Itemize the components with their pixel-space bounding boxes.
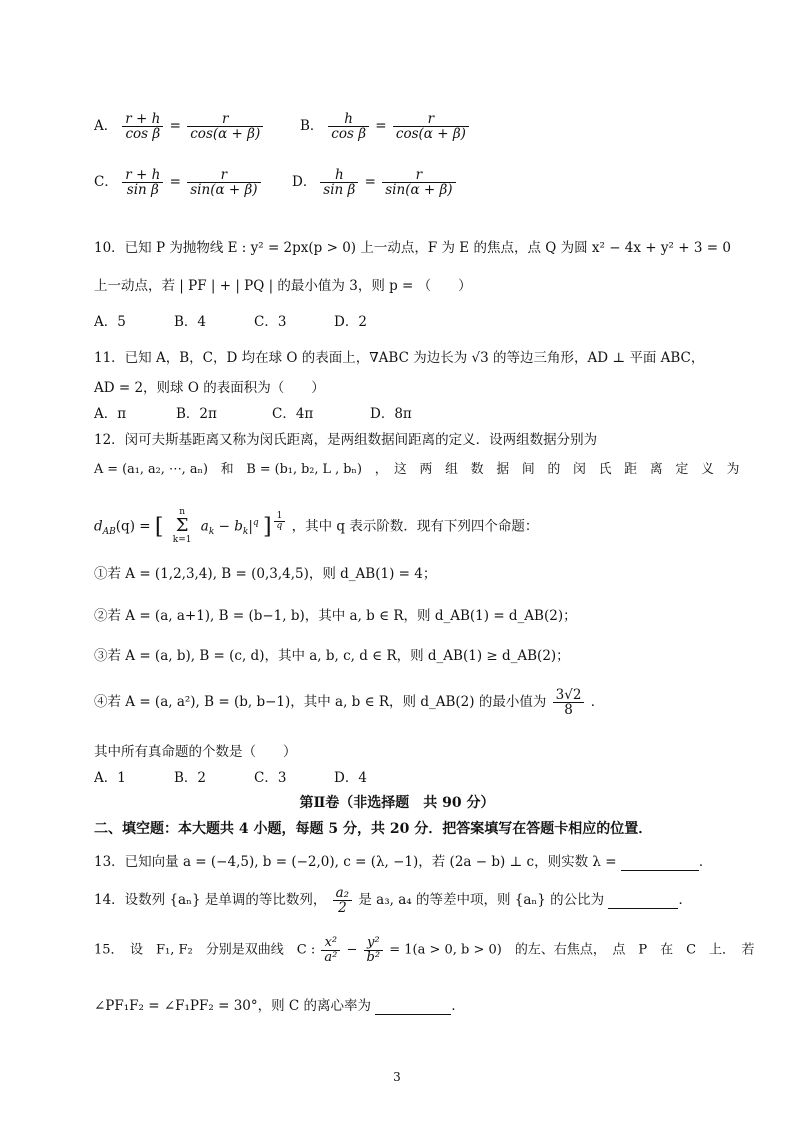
q12-line1: 12．闵可夫斯基距离又称为闵氏距离，是两组数据间距离的定义．设两组数据分别为 <box>94 432 598 448</box>
q12-question: 其中所有真命题的个数是（ ） <box>94 744 297 760</box>
q9-option-d: D． $\frac{h}{\text{sin β}}$ = $\frac{r}{\sin(\alpha + \beta)}$ <box>292 168 458 197</box>
q13-answer-blank[interactable] <box>621 854 699 871</box>
q13: 13．已知向量 a = (−4,5), b = (−2,0), c = (λ, −1)，若 (2a − b) ⊥ c，则实数 λ = ． <box>94 854 713 870</box>
choice-d: D．2 <box>334 314 367 330</box>
q9-option-c: C． $\frac{r + h}{\text{sin β}}$ = $\frac{r}{\sin(\alpha + \beta)}$ <box>94 168 263 197</box>
choice-c: C．3 <box>254 770 287 786</box>
q10-line1: 10．已知 P 为抛物线 E : y² = 2px(p > 0) 上一动点，F 为 E 的焦点，点 Q 为圆 x² − 4x + y² + 3 = 0 <box>94 240 731 256</box>
proposition-4: ④若 A = (a, a²), B = (b, b−1)，其中 a, b ∈ R，则 d_AB(2) 的最小值为 $\frac{3√2}{8}$ ． <box>94 687 605 719</box>
q12-line2: A = (a₁, a₂, ⋯, aₙ) 和 B = (b₁, b₂, L , bₙ) ， 这 两 组 数 据 间 的 闵 氏 距 离 定 义 为 <box>94 462 740 477</box>
page-number: 3 <box>393 1070 401 1084</box>
q10-choices <box>94 310 367 330</box>
proposition-2: ②若 A = (a, a+1), B = (b−1, b)，其中 a, b ∈ R，则 d_AB(1) = d_AB(2)； <box>94 608 577 624</box>
q11-line1: 11．已知 A，B，C，D 均在球 O 的表面上，∇ABC 为边长为 √3 的等边三角形，AD ⊥ 平面 ABC， <box>94 350 705 366</box>
q15-line1: 15． 设 F₁, F₂ 分别是双曲线 C : $\frac{\text{x²}}{\text{a²}}$ − $\frac{\text{y²}}{\text{b²}}$ = 1(a > 0, b > 0) 的左、右焦点， 点 P 在 C 上． 若 <box>94 935 755 965</box>
q11-line2: AD = 2，则球 O 的表面积为（ ） <box>94 380 325 396</box>
q11-choices <box>94 402 412 422</box>
choice-b: B．4 <box>174 314 207 330</box>
choice-b: B．2 <box>174 770 207 786</box>
q15-line2: ∠PF₁F₂ = ∠F₁PF₂ = 30°，则 C 的离心率为 ． <box>94 998 465 1014</box>
minkowski-definition: $d_{AB}(q)$ = [ n Σ k=1 $a_k - b_k|^q$ ] $^{\frac{1}{q}}$ ，其中 q 表示阶数．现有下列四个命题： <box>94 507 539 546</box>
q12-choices <box>94 766 367 786</box>
q10-line2: 上一动点，若 | PF | + | PQ | 的最小值为 3，则 p = （ ） <box>94 278 472 294</box>
q14: 14．设数列 {aₙ} 是单调的等比数列， $\frac{\text{a₂}}{2}$ 是 a₃, a₄ 的等差中项，则 {aₙ} 的公比为 ． <box>94 885 692 917</box>
choice-a: A．π <box>94 406 127 422</box>
q9-option-a: A． $\frac{r + h}{\text{cos β}}$ = $\frac{r}{\cos(\alpha + \beta)}$ <box>94 112 265 141</box>
q15-answer-blank[interactable] <box>375 998 451 1015</box>
choice-d: D．4 <box>334 770 367 786</box>
proposition-1: ①若 A = (1,2,3,4), B = (0,3,4,5)，则 d_AB(1) = 4； <box>94 566 437 582</box>
choice-c: C．4π <box>272 406 314 422</box>
part-2-heading: 第Ⅱ卷（非选择题 共 90 分） <box>299 795 495 811</box>
q9-option-b: B． $\frac{h}{\text{cos β}}$ = $\frac{r}{\cos(\alpha + \beta)}$ <box>300 112 471 141</box>
choice-c: C．3 <box>254 314 287 330</box>
proposition-3: ③若 A = (a, b), B = (c, d)，其中 a, b, c, d ∈ R，则 d_AB(1) ≥ d_AB(2)； <box>94 648 570 664</box>
choice-a: A．1 <box>94 770 126 786</box>
choice-d: D．8π <box>370 406 412 422</box>
section-2-heading: 二、填空题：本大题共 4 小题，每题 5 分，共 20 分．把答案填写在答题卡相应的位置． <box>94 821 653 837</box>
choice-a: A．5 <box>94 314 126 330</box>
q14-answer-blank[interactable] <box>608 892 678 909</box>
choice-b: B．2π <box>176 406 217 422</box>
